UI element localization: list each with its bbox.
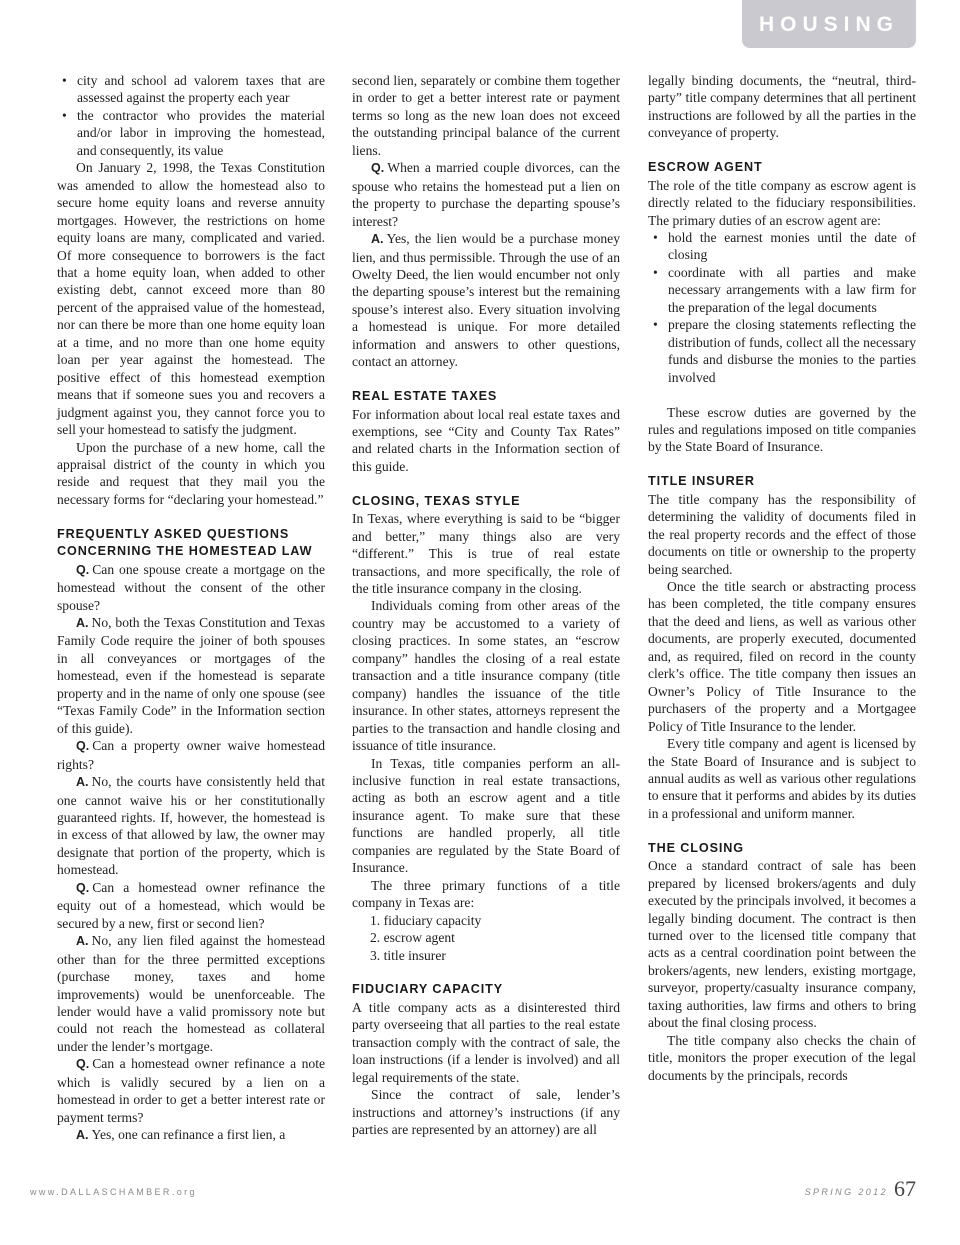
- escrow-duties-list: [648, 229, 916, 386]
- paragraph: Since the contract of sale, lender’s instructions and attorney’s instructions (if any parties are represented by an attorney) are all: [352, 1087, 620, 1137]
- paragraph: Every title company and agent is licensed by the State Board of Insurance and is subject to annual audits as well as various other regulations to ensure that it performs and abides by its duties in a professional and uniform manner.: [648, 736, 916, 821]
- paragraph: Individuals coming from other areas of the country may be accustomed to a variety of closing practices. In some states, an “escrow company” handles the closing of a real estate transaction and a title insurance company (title company) handles the issuance of the title insurance. In other states, attorneys represent the parties to the transaction and handle closing and issuance of title insurance.: [352, 598, 620, 754]
- faq-answer: [57, 1126, 325, 1144]
- list-item: • coordinate with all parties and make necessary arrangements with a law firm for the preparation of the legal documents: [648, 264, 916, 316]
- list-item: • hold the earnest monies until the date of closing: [648, 229, 916, 264]
- closing-texas-style-heading: CLOSING, TEXAS STYLE: [352, 493, 521, 508]
- paragraph: On January 2, 1998, the Texas Constitution was amended to allow the homestead also to secure home equity loans and reverse annuity mortgages. However, the restrictions on home equity loans are many, complicated and varied. Of more consequence to borrowers is the fact that a home equity loan, when added to other existing debt, cannot exceed more than 80 percent of the appraised value of the homestead, nor can there be more than one home equity loan at a time, and no more than one home equity loan per year against the homestead. The positive effect of this homestead exemption means that if someone sues you and recovers a judgment against you, they cannot force you to sell your homestead to satisfy the judgment.: [57, 160, 325, 438]
- faq-question: [57, 1055, 325, 1126]
- paragraph: The title company has the responsibility of determining the validity of documents filed in the real property records and the effect of those documents on title or ownership to the property being searched.: [648, 491, 916, 577]
- paragraph: In Texas, title companies perform an all-inclusive function in real estate transactions, acting as both an escrow agent and a title insurance agent. To make sure that these functions are handled properly, all title companies are regulated by the State Board of Insurance.: [352, 755, 620, 876]
- a-label: A.: [76, 615, 89, 630]
- list-item: [57, 107, 325, 159]
- answer-text: No, any lien filed against the homestead other than for the three permitted exceptions (purchase money, taxes and home improvements) would be unenforceable. The lender would have a valid promissory note but could not reach the homestead as collateral under the lender’s mortgage.: [57, 933, 325, 1054]
- paragraph: The role of the title company as escrow agent is directly related to the fiduciary responsibilities. The primary duties of an escrow agent are:: [648, 177, 916, 228]
- a-label: A.: [371, 232, 384, 247]
- paragraph: These escrow duties are governed by the rules and regulations imposed on title companies by the State Board of Insurance.: [648, 404, 916, 455]
- faq-answer: [352, 230, 620, 371]
- faq-question: [57, 737, 325, 773]
- homestead-bullet-list-2: [57, 107, 325, 159]
- escrow-agent-heading: ESCROW AGENT: [648, 160, 763, 175]
- q-label: Q.: [76, 880, 90, 895]
- list-item-text: the contractor who provides the material and/or labor in improving the homestead, and consequently, its value: [77, 107, 325, 158]
- title-insurer-heading: TITLE INSURER: [648, 474, 755, 489]
- page-footer: [30, 1176, 916, 1204]
- faq-answer: [57, 773, 325, 879]
- column-3: [648, 72, 916, 1084]
- faq-question: [57, 879, 325, 932]
- footer-issue: SPRING 2012: [804, 1187, 888, 1197]
- a-label: A.: [76, 775, 89, 790]
- list-item: 3. title insurer: [370, 947, 446, 963]
- faq-heading: FREQUENTLY ASKED QUESTIONS CONCERNING THE HOMESTEAD LAW: [57, 526, 313, 559]
- question-text: Can a property owner waive homestead rights?: [57, 738, 325, 772]
- column-2: [352, 72, 620, 1138]
- paragraph: For information about local real estate taxes and exemptions, see “City and County Tax Rates” and related charts in the Information section of this guide.: [352, 406, 620, 474]
- paragraph: Once the title search or abstracting process has been completed, the title company ensures that the deed and liens, as well as various other documents, are properly executed, documented and, as required, filed on record in the county clerk’s office. The title company then issues an Owner’s Policy of Title Insurance to the purchasers of the property and a Mortgagee Policy of Title Insurance to the lender.: [648, 579, 916, 734]
- paragraph: A title company acts as a disinterested third party overseeing that all parties to the real estate transaction comply with the contract of sale, the loan instructions (if a lender is involved) and all legal requirements of the state.: [352, 999, 620, 1085]
- footer-url: www.DALLASCHAMBER.org: [30, 1187, 197, 1197]
- faq-question: [352, 159, 620, 230]
- question-text: Can a homestead owner refinance a note which is validly secured by a lien on a homestead in order to get a better interest rate or payment terms?: [57, 1056, 325, 1125]
- answer-text: Yes, one can refinance a first lien, a: [91, 1127, 286, 1143]
- paragraph: Upon the purchase of a new home, call the appraisal district of the county in which you reside and request that they mail you the necessary forms for “declaring your homestead.”: [57, 439, 325, 507]
- paragraph: The title company also checks the chain of title, monitors the proper execution of the legal documents by the principals, records: [648, 1032, 916, 1083]
- spacer: [648, 386, 916, 403]
- section-tab-housing: HOUSING: [742, 0, 916, 48]
- paragraph: Once a standard contract of sale has been prepared by licensed brokers/agents and duly executed by the principals involved, it becomes a legally binding document. The contract is then turned over to the licensed title company that acts as a central coordination point between the brokers/agents, new lenders, existing mortgage, surveyor, property/casualty insurance company, taxing authorities, law firms and others to bring about the final closing process.: [648, 858, 917, 1031]
- column-1: [57, 72, 325, 1145]
- faq-answer: [57, 614, 325, 737]
- list-item: • prepare the closing statements reflecting the distribution of funds, collect all the necessary funds and disburse the monies to the parties involved: [648, 316, 916, 386]
- faq-question: [57, 561, 325, 614]
- q-label: Q.: [76, 739, 90, 754]
- question-text: When a married couple divorces, can the spouse who retains the homestead put a lien on the property to purchase the departing spouse’s interest?: [352, 160, 620, 229]
- paragraph: second lien, separately or combine them together in order to get a better interest rate or payment terms so long as the new loan does not exceed the outstanding principal balance of the current liens.: [352, 73, 620, 158]
- page-number: 67: [894, 1176, 916, 1201]
- paragraph: In Texas, where everything is said to be “bigger and better,” many things also are very “different.” This is true of real estate transactions, and more specifically, the role of the title insurance company in the closing.: [352, 511, 620, 597]
- question-text: Can a homestead owner refinance the equity out of a homestead, which would be secured by a new, first or second lien?: [57, 879, 325, 931]
- fiduciary-capacity-heading: FIDUCIARY CAPACITY: [352, 982, 504, 997]
- q-label: Q.: [371, 161, 385, 176]
- q-label: Q.: [76, 562, 90, 577]
- list-item: 2. escrow agent: [370, 930, 455, 946]
- list-item-text: city and school ad valorem taxes that are assessed against the property each year: [77, 73, 325, 106]
- answer-text: No, the courts have consistently held that one cannot waive his or her constitutionally guaranteed rights. If, however, the homestead is in excess of that allowed by law, the owner may designate that portion of the property, which is homestead.: [57, 774, 325, 878]
- a-label: A.: [76, 1128, 89, 1143]
- list-item: [57, 72, 325, 107]
- the-closing-heading: THE CLOSING: [648, 840, 744, 855]
- homestead-bullet-list: [57, 72, 325, 107]
- q-label: Q.: [76, 1057, 90, 1072]
- list-item: 1. fiduciary capacity: [370, 912, 482, 928]
- answer-text: Yes, the lien would be a purchase money lien, and thus permissible. Through the use of an Owelty Deed, the lien would encumber not only the departing spouse’s interest but the remaining spouse’s interest also. Every situation involving a homestead is unique. For more detailed information and answers to other questions, contact an attorney.: [352, 231, 620, 370]
- paragraph: legally binding documents, the “neutral, third-party” title company determines that all pertinent instructions are followed by all the parties in the conveyance of property.: [648, 73, 916, 141]
- question-text: Can one spouse create a mortgage on the homestead without the consent of the other spouse?: [57, 561, 325, 613]
- answer-text: No, both the Texas Constitution and Texas Family Code require the joiner of both spouses in all conveyances or mortgages of the homestead, even if the homestead is separate property and in the name of only one spouse (see “Texas Family Code” in the Information section of this guide).: [57, 614, 325, 736]
- faq-answer: [57, 932, 325, 1055]
- a-label: A.: [76, 934, 89, 949]
- real-estate-taxes-heading: REAL ESTATE TAXES: [352, 389, 498, 404]
- title-company-functions-list: [352, 912, 620, 964]
- paragraph: The three primary functions of a title company in Texas are:: [352, 877, 620, 911]
